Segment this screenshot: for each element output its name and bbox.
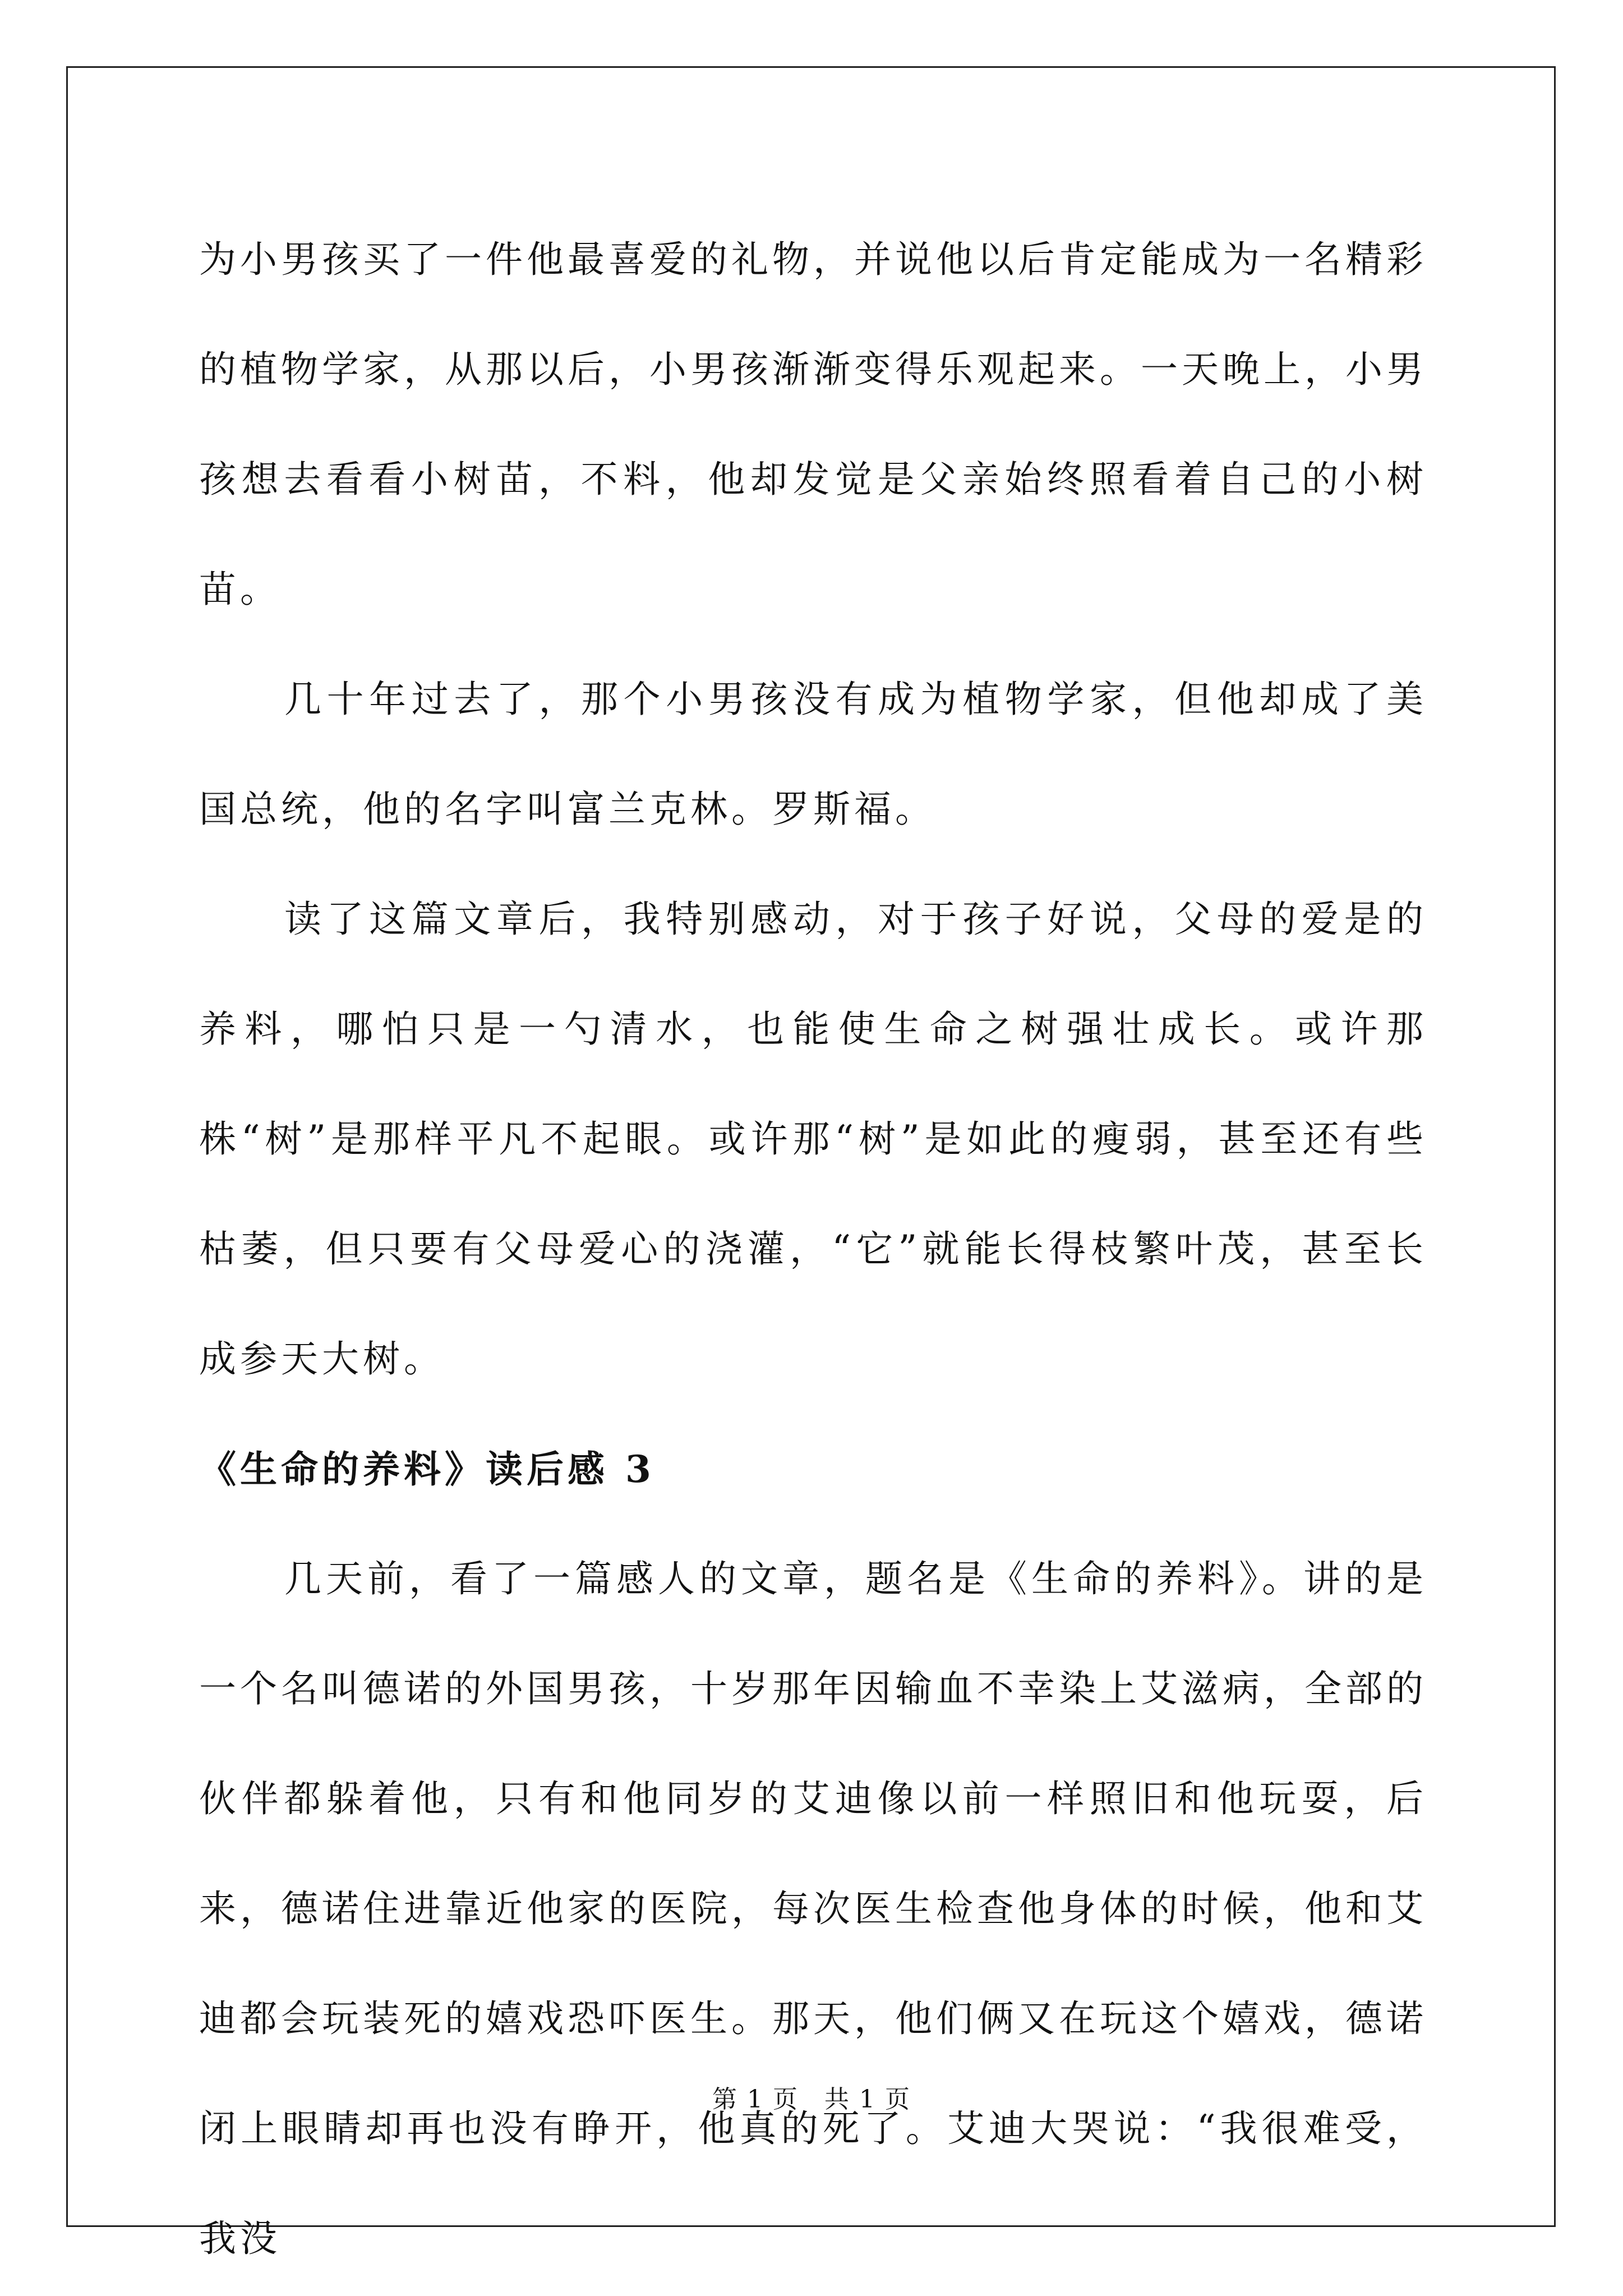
page-number-footer: 第 1 页 共 1 页 (712, 2085, 911, 2114)
paragraph-3: 读了这篇文章后，我特别感动，对于孩子好说，父母的爱是的养料，哪怕只是一勺清水，也能使生命之树强壮成长。或许那株“树”是那样平凡不起眼。或许那“树”是如此的瘦弱，甚至还有些枯萎，但只要有父母爱心的浇灌，“它”就能长得枝繁叶茂，甚至长成参天大树。 (199, 898, 1427, 1381)
section-heading: 《生命的养料》读后感 3 (199, 1447, 655, 1491)
paragraph-1: 为小男孩买了一件他最喜爱的礼物，并说他以后肯定能成为一名精彩的植物学家，从那以后，小男孩渐渐变得乐观起来。一天晚上，小男孩想去看看小树苗，不料，他却发觉是父亲始终照看着自己的小树苗。 (199, 238, 1427, 611)
paragraph-2: 几十年过去了，那个小男孩没有成为植物学家，但他却成了美国总统，他的名字叫富兰克林。罗斯福。 (199, 678, 1427, 831)
document-body (199, 205, 1427, 2294)
paragraph-4: 几天前，看了一篇感人的文章，题名是《生命的养料》。讲的是一个名叫德诺的外国男孩，十岁那年因输血不幸染上艾滋病，全部的伙伴都躲着他，只有和他同岁的艾迪像以前一样照旧和他玩耍，后来，德诺住进靠近他家的医院，每次医生检查他身体的时候，他和艾迪都会玩装死的嬉戏恐吓医生。那天，他们俩又在玩这个嬉戏，德诺闭上眼睛却再也没有睁开，他真的死了。艾迪大哭说：“我很难受，我没 (199, 1557, 1427, 2260)
